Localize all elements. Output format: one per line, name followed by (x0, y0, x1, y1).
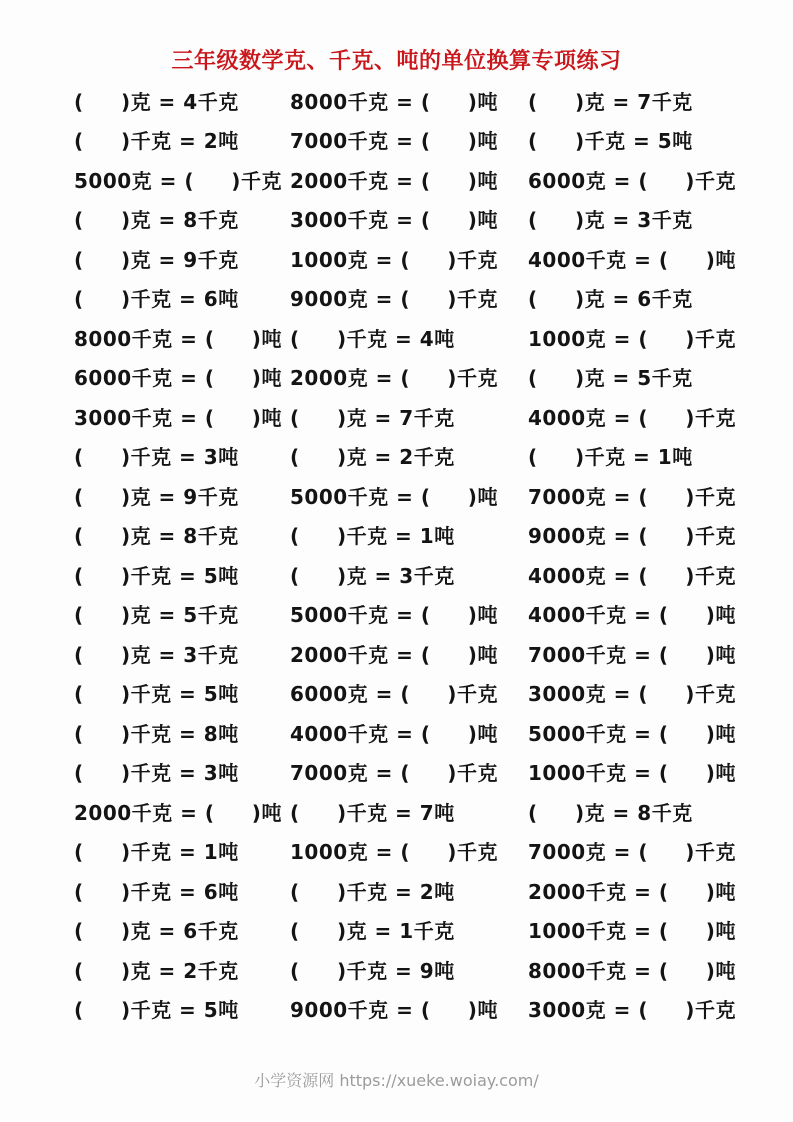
problem-cell: 9000克 = ( )千克 (528, 524, 736, 549)
problem-cell: 6000克 = ( )千克 (528, 168, 736, 193)
problem-cell: 4000克 = ( )千克 (528, 405, 736, 430)
problem-cell: 1000克 = ( )千克 (290, 247, 498, 272)
problem-cell: ( )千克 = 5吨 (74, 998, 239, 1023)
problem-cell: 5000千克 = ( )吨 (528, 721, 736, 746)
problem-cell: ( )克 = 3千克 (290, 563, 455, 588)
problem-cell: 8000千克 = ( )吨 (74, 326, 282, 351)
problem-cell: ( )千克 = 5吨 (74, 563, 239, 588)
problem-cell: ( )克 = 9千克 (74, 484, 239, 509)
problem-cell: ( )克 = 3千克 (528, 208, 693, 233)
problems-grid (74, 82, 735, 1030)
problem-cell: ( )千克 = 1吨 (74, 840, 239, 865)
problem-cell: ( )克 = 5千克 (74, 603, 239, 628)
problem-cell: 7000克 = ( )千克 (528, 840, 736, 865)
problem-cell: 1000克 = ( )千克 (290, 840, 498, 865)
problem-cell: ( )千克 = 6吨 (74, 287, 239, 312)
problem-cell: ( )克 = 6千克 (528, 287, 693, 312)
problem-cell: ( )克 = 2千克 (290, 445, 455, 470)
problem-cell: 6000克 = ( )千克 (290, 682, 498, 707)
problem-cell: ( )千克 = 1吨 (290, 524, 455, 549)
problem-cell: 1000千克 = ( )吨 (528, 761, 736, 786)
problem-cell: ( )克 = 8千克 (74, 524, 239, 549)
problem-cell: 3000克 = ( )千克 (528, 998, 736, 1023)
problem-cell: 1000千克 = ( )吨 (528, 919, 736, 944)
problem-cell: ( )克 = 6千克 (74, 919, 239, 944)
problem-cell: ( )克 = 3千克 (74, 642, 239, 667)
problem-cell: ( )千克 = 3吨 (74, 761, 239, 786)
problem-cell: 4000克 = ( )千克 (528, 563, 736, 588)
problem-cell: 7000千克 = ( )吨 (528, 642, 736, 667)
problem-cell: 9000克 = ( )千克 (290, 287, 498, 312)
problem-cell: 5000千克 = ( )吨 (290, 484, 498, 509)
problem-cell: ( )克 = 2千克 (74, 958, 239, 983)
problem-cell: 8000千克 = ( )吨 (290, 89, 498, 114)
problem-cell: ( )克 = 8千克 (74, 208, 239, 233)
problem-cell: ( )千克 = 8吨 (74, 721, 239, 746)
problem-cell: 2000千克 = ( )吨 (290, 168, 498, 193)
problem-cell: 2000千克 = ( )吨 (528, 879, 736, 904)
worksheet-title: 三年级数学克、千克、吨的单位换算专项练习 (171, 49, 622, 74)
problem-cell: ( )千克 = 5吨 (74, 682, 239, 707)
problem-cell: ( )千克 = 7吨 (290, 800, 455, 825)
problem-cell: 9000千克 = ( )吨 (290, 998, 498, 1023)
problem-cell: ( )克 = 7千克 (290, 405, 455, 430)
problem-cell: 2000千克 = ( )吨 (290, 642, 498, 667)
problem-cell: 2000克 = ( )千克 (290, 366, 498, 391)
problem-cell: ( )千克 = 9吨 (290, 958, 455, 983)
problem-cell: ( )克 = 8千克 (528, 800, 693, 825)
problem-cell: 3000千克 = ( )吨 (74, 405, 282, 430)
problem-cell: 7000千克 = ( )吨 (290, 129, 498, 154)
problem-cell: 8000千克 = ( )吨 (528, 958, 736, 983)
problem-cell: ( )克 = 1千克 (290, 919, 455, 944)
problem-cell: 3000千克 = ( )吨 (290, 208, 498, 233)
problem-cell: ( )千克 = 6吨 (74, 879, 239, 904)
problem-cell: 4000千克 = ( )吨 (528, 603, 736, 628)
problem-cell: ( )千克 = 5吨 (528, 129, 693, 154)
problem-cell: 7000克 = ( )千克 (528, 484, 736, 509)
problem-cell: 3000克 = ( )千克 (528, 682, 736, 707)
problem-cell: ( )千克 = 4吨 (290, 326, 455, 351)
problem-cell: 5000千克 = ( )吨 (290, 603, 498, 628)
problem-cell: ( )千克 = 2吨 (290, 879, 455, 904)
footer (0, 1068, 793, 1091)
problem-cell: 7000克 = ( )千克 (290, 761, 498, 786)
problem-cell: ( )克 = 4千克 (74, 89, 239, 114)
problem-cell: ( )千克 = 3吨 (74, 445, 239, 470)
problem-cell: ( )克 = 5千克 (528, 366, 693, 391)
footer-site-text: 小学资源网 https://xueke.woiay.com/ (254, 1071, 539, 1090)
problem-cell: 5000克 = ( )千克 (74, 168, 282, 193)
problem-cell: 4000千克 = ( )吨 (290, 721, 498, 746)
problem-cell: ( )克 = 9千克 (74, 247, 239, 272)
problem-cell: 2000千克 = ( )吨 (74, 800, 282, 825)
problem-cell: ( )千克 = 2吨 (74, 129, 239, 154)
problem-cell: 4000千克 = ( )吨 (528, 247, 736, 272)
problem-cell: 6000千克 = ( )吨 (74, 366, 282, 391)
problem-cell: 1000克 = ( )千克 (528, 326, 736, 351)
problem-cell: ( )千克 = 1吨 (528, 445, 693, 470)
problem-cell: ( )克 = 7千克 (528, 89, 693, 114)
